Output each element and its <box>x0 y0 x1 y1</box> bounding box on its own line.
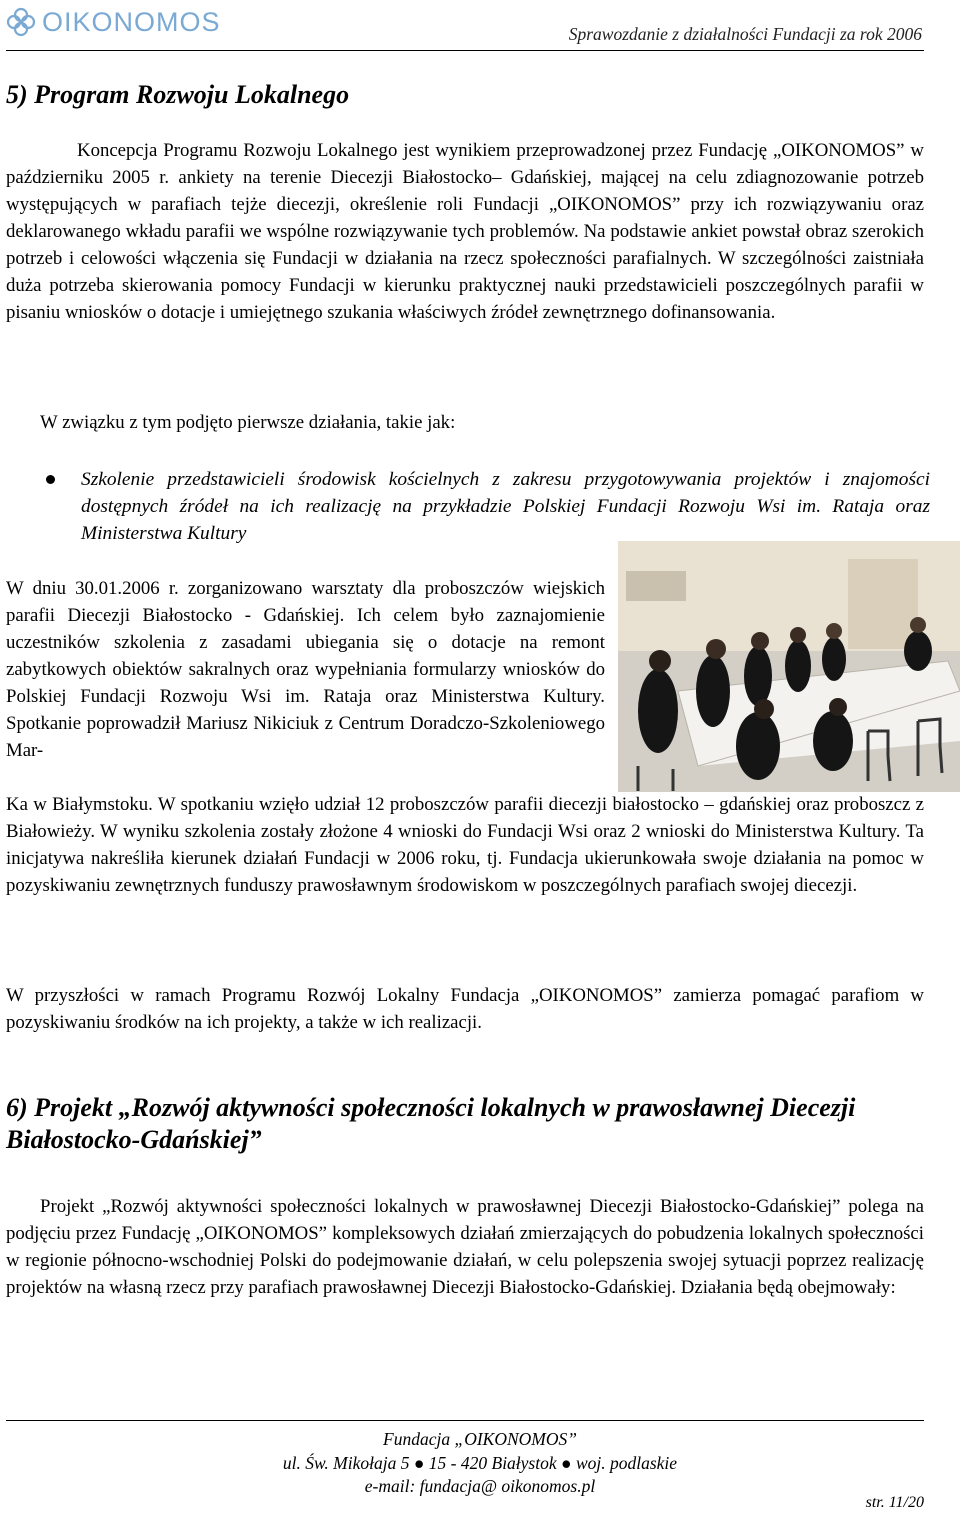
header-divider <box>6 50 924 51</box>
section-5-paragraph-3-continued: Ka w Białymstoku. W spotkaniu wzięło udział 12 proboszczów parafii diecezji białostocko – gdańskiej oraz proboszcz z Białowieży. W wyniku szkolenia zostały złożone 4 wnioski do Fundacji Wsi oraz 2 wnioski do Ministerstwa Kultury. Ta inicjatywa nakreśliła kierunek działań Fundacji w 2006 roku, tj. Fundacja ukierunkowała swoje działania na pomoc w pozyskiwaniu zewnętrznych funduszy prawosławnym środowiskom w poszczególnych parafiach swojej diecezji. <box>6 794 924 896</box>
section-5-heading: 5) Program Rozwoju Lokalnego <box>6 80 350 109</box>
logo-text: OIKONOMOS <box>42 6 221 37</box>
footer-separator-dot-icon: ● <box>413 1453 425 1473</box>
logo <box>6 4 221 40</box>
footer-city: 15 - 420 Białystok <box>428 1453 557 1473</box>
footer-street: ul. Św. Mikołaja 5 <box>282 1453 410 1473</box>
report-title: Sprawozdanie z działalności Fundacji za rok 2006 <box>568 24 922 44</box>
footer-email: e-mail: fundacja@ oikonomos.pl <box>364 1476 596 1496</box>
section-6-paragraph-1: Projekt „Rozwój aktywności społeczności lokalnych w prawosławnej Diecezji Białostocko-Gdańskiej” polega na podjęciu przez Fundację „OIKONOMOS” kompleksowych działań zmierzających do pobudzenia lokalnych społeczności w regionie północno-wschodniej Polski do podejmowanie działań, w celu polepszenia swojej sytuacji poprzez realizację projektów na własną rzecz przy parafiach prawosławnej Diecezji Białostocko-Gdańskiej. Działania będą obejmowały: <box>6 1196 924 1298</box>
section-5-paragraph-2: W związku z tym podjęto pierwsze działania, takie jak: <box>40 412 456 433</box>
footer-divider <box>6 1420 924 1421</box>
section-5-paragraph-3: W dniu 30.01.2006 r. zorganizowano warsztaty dla proboszczów wiejskich parafii Diecezji Białostocko - Gdańskiej. Ich celem było zaznajomienie uczestników szkolenia z zasadami ubiegania się o dotacje na remont zabytkowych obiektów sakralnych oraz wypełniania formularzy wniosków do Polskiej Fundacji Rozwoju Wsi im. Rataja oraz Ministerstwa Kultury. Spotkanie poprowadził Mariusz Nikiciuk z Centrum Doradczo-Szkoleniowego Mar- <box>6 578 605 761</box>
section-5-paragraph-4: W przyszłości w ramach Programu Rozwój Lokalny Fundacja „OIKONOMOS” zamierza pomagać parafiom w pozyskiwaniu środków na ich projekty, a także w ich realizacji. <box>6 985 924 1033</box>
workshop-photo <box>618 541 960 792</box>
footer-org: Fundacja „OIKONOMOS” <box>383 1429 577 1449</box>
footer-separator-dot-icon: ● <box>561 1453 572 1473</box>
workshop-photo-illustration <box>618 541 960 792</box>
bullet-dot-icon <box>46 475 55 484</box>
section-5-paragraph-1: Koncepcja Programu Rozwoju Lokalnego jest wynikiem przeprowadzonej przez Fundację „OIKONOMOS” w październiku 2005 r. ankiety na terenie Diecezji Białostocko– Gdańskiej, mającej na celu zdiagnozowanie potrzeb występujących w parafiach tejże diecezji, określenie roli Fundacji „OIKONOMOS” przy ich rozwiązywaniu oraz deklarowanego wkładu parafii we wspólne rozwiązywanie tych problemów. Na podstawie ankiet powstał obraz szerokich potrzeb i celowości włączenia się Fundacji w działania na rzecz społeczności parafialnych. W szczególności zaistniała duża potrzeba skierowania pomocy Fundacji w kierunku praktycznej nauki przedstawicieli poszczególnych parafii w pisaniu wniosków o dotacje i umiejętnego szukania właściwych źródeł zewnętrznego dofinansowania. <box>6 140 924 323</box>
page-number: str. 11/20 <box>865 1494 924 1511</box>
footer-address <box>0 1451 960 1475</box>
section-6-heading: 6) Projekt „Rozwój aktywności społeczności lokalnych w prawosławnej Diecezji Białostocko-Gdańskiej” <box>6 1093 856 1154</box>
logo-icon <box>6 7 36 37</box>
footer-region: woj. podlaskie <box>575 1453 678 1473</box>
bullet-text: Szkolenie przedstawicieli środowisk kościelnych z zakresu przygotowywania projektów i znajomości dostępnych źródeł na ich realizację na przykładzie Polskiej Fundacji Rozwoju Wsi im. Rataja oraz Ministerstwa Kultury <box>81 469 930 544</box>
